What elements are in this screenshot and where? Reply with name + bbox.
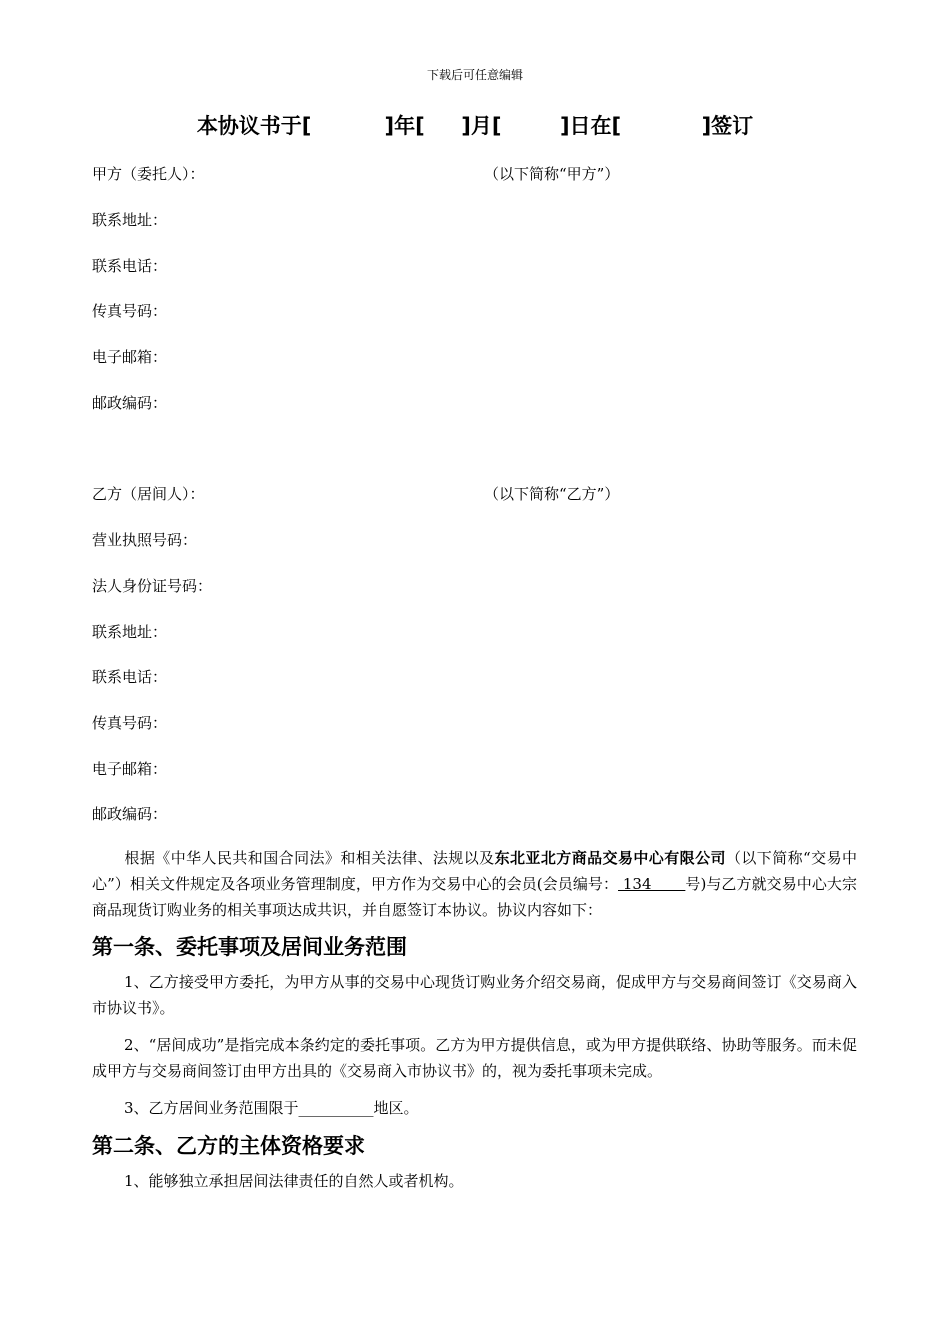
party-a-abbr: （以下简称“甲方”）	[484, 165, 620, 183]
region-blank: __________	[298, 1099, 374, 1117]
article-1-clause-1	[92, 969, 857, 1021]
article-2-clause-1-text: 1、能够独立承担居间法律责任的自然人或者机构。	[124, 1172, 464, 1190]
article-1-heading: 第一条、委托事项及居间业务范围	[92, 935, 407, 959]
party-b-phone: 联系电话：	[92, 668, 168, 686]
intro-middle: （以下简称“交易中心”）相关文件规定及各项业务管理制度，甲方作为交易中心的会员(会员编号：	[92, 849, 857, 893]
article-1-clause-3	[92, 1095, 857, 1121]
article-1-clause-2-text: 2、“居间成功”是指完成本条约定的委托事项。乙方为甲方提供信息，或为甲方提供联络、协助等服务。而未促成甲方与交易商间签订由甲方出具的《交易商入市协议书》的，视为委托事项未完成。	[92, 1036, 857, 1080]
party-b-line	[92, 483, 620, 504]
party-b-address: 联系地址：	[92, 623, 168, 641]
party-a-phone: 联系电话：	[92, 257, 168, 275]
party-a-postcode: 邮政编码：	[92, 394, 168, 412]
party-b-legal-id: 法人身份证号码：	[92, 577, 213, 595]
article-1-clause-2	[92, 1032, 857, 1084]
party-b-postcode: 邮政编码：	[92, 805, 168, 823]
article-1-clause-3-after: 地区。	[373, 1099, 419, 1117]
party-a-fax: 传真号码：	[92, 302, 168, 320]
intro-after: 号)与乙方就交易中心大宗商品现货订购业务的相关事项达成共识，并自愿签订本协议。协议内容如下：	[92, 875, 857, 919]
party-a-address: 联系地址：	[92, 211, 168, 229]
article-2-heading: 第二条、乙方的主体资格要求	[92, 1134, 365, 1158]
party-b-abbr: （以下简称“乙方”）	[484, 485, 620, 503]
party-a-email: 电子邮箱：	[92, 348, 168, 366]
party-b-email: 电子邮箱：	[92, 760, 168, 778]
party-a-line	[92, 163, 620, 184]
party-b-fax: 传真号码：	[92, 714, 168, 732]
party-a-label: 甲方（委托人）：	[92, 165, 205, 183]
article-2-clause-1	[92, 1168, 857, 1194]
party-b-license: 营业执照号码：	[92, 531, 198, 549]
intro-paragraph	[92, 845, 857, 923]
intro-before: 根据《中华人民共和国合同法》和相关法律、法规以及	[124, 849, 495, 867]
article-1-clause-1-text: 1、乙方接受甲方委托，为甲方从事的交易中心现货订购业务介绍交易商，促成甲方与交易商间签订《交易商入市协议书》。	[92, 973, 857, 1017]
party-b-label: 乙方（居间人）：	[92, 485, 205, 503]
header-note: 下载后可任意编辑	[426, 68, 523, 82]
article-1-clause-3-before: 3、乙方居间业务范围限于	[124, 1099, 299, 1117]
member-number: 134	[618, 875, 686, 893]
agreement-title: 本协议书于[ ]年[ ]月[ ]日在[ ]签订	[196, 114, 754, 138]
company-name: 东北亚北方商品交易中心有限公司	[494, 849, 726, 867]
